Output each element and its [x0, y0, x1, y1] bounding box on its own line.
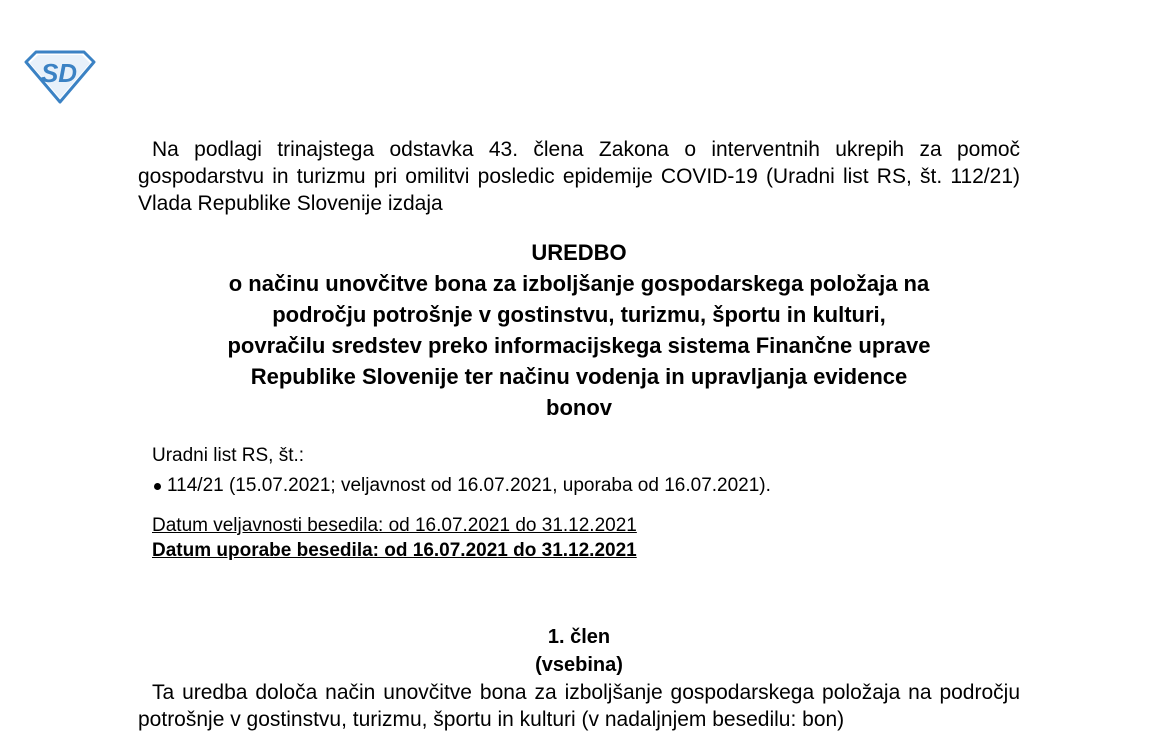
- title-line: bonov: [546, 395, 612, 420]
- article-number: 1. člen: [547, 626, 611, 648]
- application-date: Datum uporabe besedila: od 16.07.2021 do 31.12.2021: [152, 540, 637, 561]
- gazette-item: [152, 471, 1020, 501]
- sd-logo-icon: [22, 48, 96, 104]
- document-body: [138, 136, 1020, 733]
- title-line: Republike Slovenije ter načinu vodenja in upravljanja evidence: [250, 364, 908, 389]
- bullet-icon: [154, 483, 161, 490]
- svg-text:SD: SD: [40, 58, 78, 88]
- validity-dates: [138, 513, 1020, 563]
- gazette-reference: [138, 441, 1020, 501]
- decree-title: [138, 237, 1020, 423]
- article-body: Ta uredba določa način unovčitve bona za izboljšanje gospodarskega položaja na področju potrošnje v gostinstvu, turizmu, športu in kulturi (v nadaljnjem besedilu: bon): [138, 681, 1020, 731]
- title-line: področju potrošnje v gostinstvu, turizmu, športu in kulturi,: [272, 302, 886, 327]
- sd-logo: [22, 48, 96, 104]
- article-subject: (vsebina): [535, 654, 623, 676]
- gazette-label: Uradni list RS, št.:: [152, 445, 305, 466]
- title-line: o načinu unovčitve bona za izboljšanje gospodarskega položaja na: [228, 271, 930, 296]
- validity-date: Datum veljavnosti besedila: od 16.07.2021 do 31.12.2021: [152, 515, 637, 536]
- gazette-item-text: 114/21 (15.07.2021; veljavnost od 16.07.2021, uporaba od 16.07.2021).: [167, 475, 771, 496]
- title-line: povračilu sredstev preko informacijskega sistema Finančne uprave: [227, 333, 931, 358]
- article-heading: [138, 623, 1020, 679]
- title-main: UREDBO: [531, 240, 627, 265]
- intro-paragraph: Na podlagi trinajstega odstavka 43. člena Zakona o interventnih ukrepih za pomoč gospodarstvu in turizmu pri omilitvi posledic epidemije COVID-19 (Uradni list RS, št. 112/21) Vlada Republike Slovenije izdaja: [138, 138, 1020, 215]
